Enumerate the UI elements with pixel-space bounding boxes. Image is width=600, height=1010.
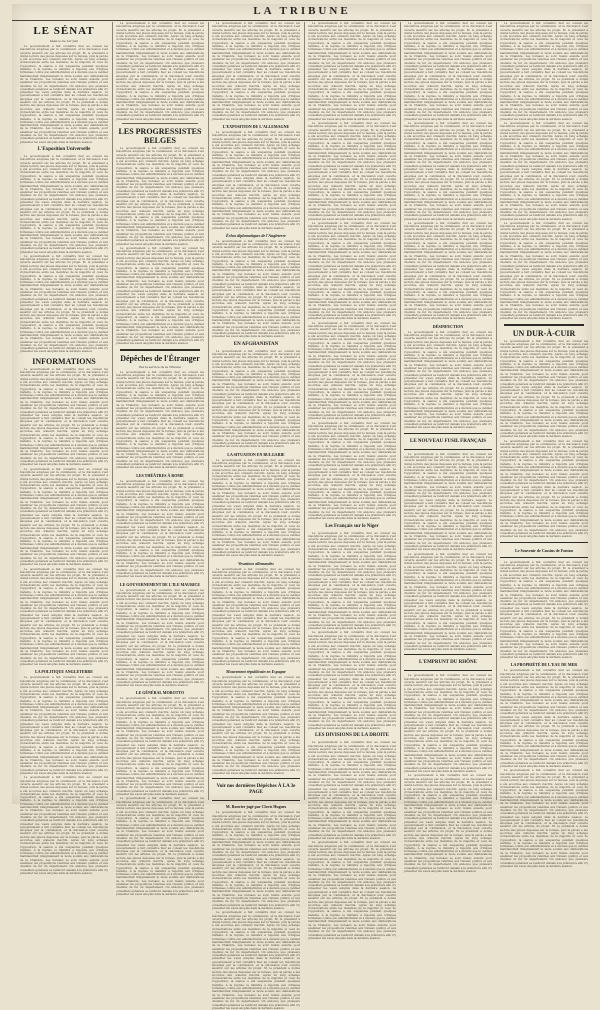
article-text: Le gouvernement a fait connaître hier au conseil les résolutions adoptées par la commission, et la discussion s'est ouverte aussitôt sur les articles du projet. M. le président a donné lecture des pièces déposées sur le bureau, puis la parole a été accordée aux orateurs inscrits. Après un long échange d'observations entre les membres de la majorité et ceux de l'opposition, la séance a été suspendue pendant quelques instants. À la reprise, le ministre a répondu aux critiques formulées contre son administration et a déclaré que le cabinet maintiendrait intégralement le texte soumis aux délibérations de la Chambre. Les bureaux se sont réunis ensuite pour examiner les propositions relatives aux travaux publics et aux chemins de fer du département. On annonce que plusieurs conseillers généraux se rendront demain à la préfecture afin d'y présenter les vœux adoptés dans la dernière session. Le gouvernement a fait connaître hier au conseil les résolutions adoptées par la commission, et la discussion s'est ouverte aussitôt sur les articles du projet. M. le président a donné lecture des pièces déposées sur le bureau, puis la parole a été accordée aux orateurs inscrits. Après un long échange d'observations entre les membres de la majorité et ceux de l'opposition, la séance a été suspendue pendant quelques instants. À la reprise, le ministre a répondu aux critiques formulées contre son administration et a déclaré que le cabinet maintiendrait intégralement le texte soumis aux délibérations de la Chambre. Les bureaux se sont réunis ensuite pour examiner les propositions relatives aux travaux publics et aux chemins de fer du département. On annonce que plusieurs conseillers généraux se rendront demain à la préfecture afin d'y présenter les vœux adoptés dans la dernière session. (308, 220, 396, 321)
headline-situation-bulgarie: LA SITUATION EN BULGARIE (227, 451, 285, 457)
article-text: Le gouvernement a fait connaître hier au conseil les résolutions adoptées par la commission, et la discussion s'est ouverte aussitôt sur les articles du projet. M. le président a donné lecture des pièces déposées sur le bureau, puis la parole a été accordée aux orateurs inscrits. Après un long échange d'observations entre les membres de la majorité et ceux de l'opposition, la séance a été suspendue pendant quelques instants. À la reprise, le ministre a répondu aux critiques formulées contre son administration et a déclaré que le cabinet maintiendrait intégralement le texte soumis aux délibérations de la Chambre. Les bureaux se sont réunis ensuite pour examiner les propositions relatives aux travaux publics et aux chemins de fer du département. On annonce que plusieurs conseillers généraux se rendront demain à la préfecture afin d'y présenter les vœux adoptés dans la dernière session. Le gouvernement a fait connaître hier au conseil les résolutions adoptées par la commission, et la discussion s'est ouverte aussitôt sur les articles du projet. M. le président a donné lecture des pièces déposées sur le bureau, puis la parole a été accordée aux orateurs inscrits. Après un long échange d'observations entre les membres de la majorité et ceux de l'opposition, la séance a été suspendue pendant quelques instants. À la reprise, le ministre a répondu aux critiques formulées contre son administration et a déclaré que le cabinet maintiendrait intégralement le texte soumis aux délibérations de la Chambre. Les bureaux se sont réunis ensuite pour examiner les propositions relatives aux travaux publics et aux chemins de fer du département. On annonce que plusieurs conseillers généraux se rendront demain à la préfecture afin d'y présenter les vœux adoptés dans la dernière session. (116, 145, 204, 246)
article-text: Le gouvernement a fait connaître hier au conseil les résolutions adoptées par la commission, et la discussion s'est ouverte aussitôt sur les articles du projet. M. le président a donné lecture des pièces déposées sur le bureau, puis la parole a été accordée aux orateurs inscrits. Après un long échange d'observations entre les membres de la majorité et ceux de l'opposition, la séance a été suspendue pendant quelques instants. À la reprise, le ministre a répondu aux critiques formulées contre son administration et a déclaré que le cabinet maintiendrait intégralement le texte soumis aux délibérations de la Chambre. Les bureaux se sont réunis ensuite pour examiner les propositions relatives aux travaux publics et aux chemins de fer du département. On annonce que plusieurs conseillers généraux se rendront demain à la préfecture afin d'y présenter les vœux adoptés dans la dernière session. Le gouvernement a fait connaître hier au conseil les résolutions adoptées par la commission, et la discussion s'est ouverte aussitôt sur les articles du projet. M. le président a donné lecture des pièces déposées sur le bureau, puis la parole a été accordée aux orateurs inscrits. Après un long échange d'observations entre les membres de la majorité et ceux de l'opposition, la séance a été suspendue pendant quelques instants. À la reprise, le ministre a répondu aux critiques formulées contre son administration et a déclaré que le cabinet maintiendrait intégralement le texte soumis aux délibérations de la Chambre. Les bureaux se sont réunis ensuite pour examiner les propositions relatives aux travaux publics et aux chemins de fer du département. On annonce que plusieurs conseillers généraux se rendront demain à la préfecture afin d'y présenter les vœux adoptés dans la dernière session. (212, 238, 300, 339)
article-text: Le gouvernement a fait connaître hier au conseil les résolutions adoptées par la commission, et la discussion s'est ouverte aussitôt sur les articles du projet. M. le président a donné lecture des pièces déposées sur le bureau, puis la parole a été accordée aux orateurs inscrits. Après un long échange d'observations entre les membres de la majorité et ceux de l'opposition, la séance a été suspendue pendant quelques instants. À la reprise, le ministre a répondu aux critiques formulées contre son administration et a déclaré que le cabinet maintiendrait intégralement le texte soumis aux délibérations de la Chambre. Les bureaux se sont réunis ensuite pour examiner les propositions relatives aux travaux publics et aux chemins de fer du département. On annonce que plusieurs conseillers généraux se rendront demain à la préfecture afin d'y présenter les vœux adoptés dans la dernière session. Le gouvernement a fait connaître hier au conseil les résolutions adoptées par la commission, et la discussion s'est ouverte aussitôt sur les articles du projet. M. le président a donné lecture des pièces déposées sur le bureau, puis la parole a été accordée aux orateurs inscrits. Après un long échange d'observations entre les membres de la majorité et ceux de l'opposition, la séance a été suspendue pendant quelques instants. À la reprise, le ministre a répondu aux critiques formulées contre son administration et a déclaré que le cabinet maintiendrait intégralement le texte soumis aux délibérations de la Chambre. Les bureaux se sont réunis ensuite pour examiner les propositions relatives aux travaux publics et aux chemins de fer du département. On annonce que plusieurs conseillers généraux se rendront demain à la préfecture afin d'y présenter les vœux adoptés dans la dernière session. (500, 768, 588, 868)
headline-francais-niger: Les Français sur le Niger (325, 523, 379, 529)
column-5 (404, 21, 492, 873)
column-4 (308, 21, 396, 940)
article-text: Le gouvernement a fait connaître hier au conseil les résolutions adoptées par la commission, et la discussion s'est ouverte aussitôt sur les articles du projet. M. le président a donné lecture des pièces déposées sur le bureau, puis la parole a été accordée aux orateurs inscrits. Après un long échange d'observations entre les membres de la majorité et ceux de l'opposition, la séance a été suspendue pendant quelques instants. À la reprise, le ministre a répondu aux critiques formulées contre son administration et a déclaré que le cabinet maintiendrait intégralement le texte soumis aux délibérations de la Chambre. Les bureaux se sont réunis ensuite pour examiner les propositions relatives aux travaux publics et aux chemins de fer du département. On annonce que plusieurs conseillers généraux se rendront demain à la préfecture afin d'y présenter les vœux adoptés dans la dernière session. Le gouvernement a fait connaître hier au conseil les résolutions adoptées par la commission, et la discussion s'est ouverte aussitôt sur les articles du projet. M. le président a donné lecture des pièces déposées sur le bureau, puis la parole a été accordée aux orateurs inscrits. Après un long échange d'observations entre les membres de la majorité et ceux de l'opposition, la séance a été suspendue pendant quelques instants. À la reprise, le ministre a répondu aux critiques formulées contre son administration et a déclaré que le cabinet maintiendrait intégralement le texte soumis aux délibérations de la Chambre. Les bureaux se sont réunis ensuite pour examiner les propositions relatives aux travaux publics et aux chemins de fer du département. On annonce que plusieurs conseillers généraux se rendront demain à la préfecture afin d'y présenter les vœux adoptés dans la dernière session. (308, 120, 396, 221)
headline-echos-diplomatiques: Échos diplomatiques de l'Angleterre (226, 232, 286, 238)
article-text: Le gouvernement a fait connaître hier au conseil les résolutions adoptées par la commission, et la discussion s'est ouverte aussitôt sur les articles du projet. M. le président a donné lecture des pièces déposées sur le bureau, puis la parole a été accordée aux orateurs inscrits. Après un long échange d'observations entre les membres de la majorité et ceux de l'opposition, la séance a été suspendue pendant quelques instants. À la reprise, le ministre a répondu aux critiques formulées contre son administration et a déclaré que le cabinet maintiendrait intégralement le texte soumis aux délibérations de la Chambre. Les bureaux se sont réunis ensuite pour examiner les propositions relatives aux travaux publics et aux chemins de fer du département. On annonce que plusieurs conseillers généraux se rendront demain à la préfecture afin d'y présenter les vœux adoptés dans la dernière session. Le gouvernement a fait connaître hier au conseil les résolutions adoptées par la commission, et la discussion s'est ouverte aussitôt sur les articles du projet. M. le président a donné lecture des pièces déposées sur le bureau, puis la parole a été accordée aux orateurs inscrits. Après un long échange d'observations entre les membres de la majorité et ceux de l'opposition, la séance a été suspendue pendant quelques instants. À la reprise, le ministre a répondu aux critiques formulées contre son administration et a déclaré que le cabinet maintiendrait intégralement le texte soumis aux délibérations de la Chambre. Les bureaux se sont réunis ensuite pour examiner les propositions relatives aux travaux publics et aux chemins de fer du département. On annonce que plusieurs conseillers généraux se rendront demain à la préfecture afin d'y présenter les vœux adoptés dans la dernière session. (212, 21, 300, 121)
article-text: Le gouvernement a fait connaître hier au conseil les résolutions adoptées par la commission, et la discussion s'est ouverte aussitôt sur les articles du projet. M. le président a donné lecture des pièces déposées sur le bureau, puis la parole a été accordée aux orateurs inscrits. Après un long échange d'observations entre les membres de la majorité et ceux de l'opposition, la séance a été suspendue pendant quelques instants. À la reprise, le ministre a répondu aux critiques formulées contre son administration et a déclaré que le cabinet maintiendrait intégralement le texte soumis aux délibérations de la Chambre. Les bureaux se sont réunis ensuite pour examiner les propositions relatives aux travaux publics et aux chemins de fer du département. On annonce que plusieurs conseillers généraux se rendront demain à la préfecture afin d'y présenter les vœux adoptés dans la dernière session. Le gouvernement a fait connaître hier au conseil les résolutions adoptées par la commission, et la discussion s'est ouverte aussitôt sur les articles du projet. M. le président a donné lecture des pièces déposées sur le bureau, puis la parole a été accordée aux orateurs inscrits. Après un long échange d'observations entre les membres de la majorité et ceux de l'opposition, la séance a été suspendue pendant quelques instants. À la reprise, le ministre a répondu aux critiques formulées contre son administration et a déclaré que le cabinet maintiendrait intégralement le texte soumis aux délibérations de la Chambre. Les bureaux se sont réunis ensuite pour examiner les propositions relatives aux travaux publics et aux chemins de fer du département. On annonce que plusieurs conseillers généraux se rendront demain à la préfecture afin d'y présenter les vœux adoptés dans la dernière session. (116, 587, 204, 688)
headline-propriete-eau-mer: LA PROPRIÉTÉ DE L'EAU DE MER (510, 662, 578, 668)
headline-divisions-droite: LES DIVISIONS DE LA DROITE (315, 733, 389, 739)
article-text: Le gouvernement a fait connaître hier au conseil les résolutions adoptées par la commission, et la discussion s'est ouverte aussitôt sur les articles du projet. M. le président a donné lecture des pièces déposées sur le bureau, puis la parole a été accordée aux orateurs inscrits. Après un long échange d'observations entre les membres de la majorité et ceux de l'opposition, la séance a été suspendue pendant quelques instants. À la reprise, le ministre a répondu aux critiques formulées contre son administration et a déclaré que le cabinet maintiendrait intégralement le texte soumis aux délibérations de la Chambre. Les bureaux se sont réunis ensuite pour examiner les propositions relatives aux travaux publics et aux chemins de fer du département. On annonce que plusieurs conseillers généraux se rendront demain à la préfecture afin d'y présenter les vœux adoptés dans la dernière session. Le gouvernement a fait connaître hier au conseil les résolutions adoptées par la commission, et la discussion s'est ouverte aussitôt sur les articles du projet. M. le président a donné lecture des pièces déposées sur le bureau, puis la parole a été accordée aux orateurs inscrits. Après un long échange d'observations entre les membres de la majorité et ceux de l'opposition, la séance a été suspendue pendant quelques instants. À la reprise, le ministre a répondu aux critiques formulées contre son administration et a déclaré que le cabinet maintiendrait intégralement le texte soumis aux délibérations de la Chambre. Les bureaux se sont réunis ensuite pour examiner les propositions relatives aux travaux publics et aux chemins de fer du département. On annonce que plusieurs conseillers généraux se rendront demain à la préfecture afin d'y présenter les vœux adoptés dans la dernière session. (500, 559, 588, 660)
article-text: Le gouvernement a fait connaître hier au conseil les résolutions adoptées par la commission, et la discussion s'est ouverte aussitôt sur les articles du projet. M. le président a donné lecture des pièces déposées sur le bureau, puis la parole a été accordée aux orateurs inscrits. Après un long échange d'observations entre les membres de la majorité et ceux de l'opposition, la séance a été suspendue pendant quelques instants. À la reprise, le ministre a répondu aux critiques formulées contre son administration et a déclaré que le cabinet maintiendrait intégralement le texte soumis aux délibérations de la Chambre. Les bureaux se sont réunis ensuite pour examiner les propositions relatives aux travaux publics et aux chemins de fer du département. On annonce que plusieurs conseillers généraux se rendront demain à la préfecture afin d'y présenter les vœux adoptés dans la dernière session. Le gouvernement a fait connaître hier au conseil les résolutions adoptées par la commission, et la discussion s'est ouverte aussitôt sur les articles du projet. M. le président a donné lecture des pièces déposées sur le bureau, puis la parole a été accordée aux orateurs inscrits. Après un long échange d'observations entre les membres de la majorité et ceux de l'opposition, la séance a été suspendue pendant quelques instants. À la reprise, le ministre a répondu aux critiques formulées contre son administration et a déclaré que le cabinet maintiendrait intégralement le texte soumis aux délibérations de la Chambre. Les bureaux se sont réunis ensuite pour examiner les propositions relatives aux travaux publics et aux chemins de fer du département. On annonce que plusieurs conseillers généraux se rendront demain à la préfecture afin d'y présenter les vœux adoptés dans la dernière session. (116, 796, 204, 896)
article-text: Le gouvernement a fait connaître hier au conseil les résolutions adoptées par la commission, et la discussion s'est ouverte aussitôt sur les articles du projet. M. le président a donné lecture des pièces déposées sur le bureau, puis la parole a été accordée aux orateurs inscrits. Après un long échange d'observations entre les membres de la majorité et ceux de l'opposition, la séance a été suspendue pendant quelques instants. À la reprise, le ministre a répondu aux critiques formulées contre son administration et a déclaré que le cabinet maintiendrait intégralement le texte soumis aux délibérations de la Chambre. Les bureaux se sont réunis ensuite pour examiner les propositions relatives aux travaux publics et aux chemins de fer du département. On annonce que plusieurs conseillers généraux se rendront demain à la préfecture afin d'y présenter les vœux adoptés dans la dernière session. Le gouvernement a fait connaître hier au conseil les résolutions adoptées par la commission, et la discussion s'est ouverte aussitôt sur les articles du projet. M. le président a donné lecture des pièces déposées sur le bureau, puis la parole a été accordée aux orateurs inscrits. Après un long échange d'observations entre les membres de la majorité et ceux de l'opposition, la séance a été suspendue pendant quelques instants. À la reprise, le ministre a répondu aux critiques formulées contre son administration et a déclaré que le cabinet maintiendrait intégralement le texte soumis aux délibérations de la Chambre. Les bureaux se sont réunis ensuite pour examiner les propositions relatives aux travaux publics et aux chemins de fer du département. On annonce que plusieurs conseillers généraux se rendront demain à la préfecture afin d'y présenter les vœux adoptés dans la dernière session. (20, 366, 108, 467)
headline-box (404, 433, 492, 450)
article-text: Le gouvernement a fait connaître hier au conseil les résolutions adoptées par la commission, et la discussion s'est ouverte aussitôt sur les articles du projet. M. le président a donné lecture des pièces déposées sur le bureau, puis la parole a été accordée aux orateurs inscrits. Après un long échange d'observations entre les membres de la majorité et ceux de l'opposition, la séance a été suspendue pendant quelques instants. À la reprise, le ministre a répondu aux critiques formulées contre son administration et a déclaré que le cabinet maintiendrait intégralement le texte soumis aux délibérations de la Chambre. Les bureaux se sont réunis ensuite pour examiner les propositions relatives aux travaux publics et aux chemins de fer du département. On annonce que plusieurs conseillers généraux se rendront demain à la préfecture afin d'y présenter les vœux adoptés dans la dernière session. Le gouvernement a fait connaître hier au conseil les résolutions adoptées par la commission, et la discussion s'est ouverte aussitôt sur les articles du projet. M. le président a donné lecture des pièces déposées sur le bureau, puis la parole a été accordée aux orateurs inscrits. Après un long échange d'observations entre les membres de la majorité et ceux de l'opposition, la séance a été suspendue pendant quelques instants. À la reprise, le ministre a répondu aux critiques formulées contre son administration et a déclaré que le cabinet maintiendrait intégralement le texte soumis aux délibérations de la Chambre. Les bureaux se sont réunis ensuite pour examiner les propositions relatives aux travaux publics et aux chemins de fer du département. On annonce que plusieurs conseillers généraux se rendront demain à la préfecture afin d'y présenter les vœux adoptés dans la dernière session. (212, 348, 300, 449)
article-text: Le gouvernement a fait connaître hier au conseil les résolutions adoptées par la commission, et la discussion s'est ouverte aussitôt sur les articles du projet. M. le président a donné lecture des pièces déposées sur le bureau, puis la parole a été accordée aux orateurs inscrits. Après un long échange d'observations entre les membres de la majorité et ceux de l'opposition, la séance a été suspendue pendant quelques instants. À la reprise, le ministre a répondu aux critiques formulées contre son administration et a déclaré que le cabinet maintiendrait intégralement le texte soumis aux délibérations de la Chambre. Les bureaux se sont réunis ensuite pour examiner les propositions relatives aux travaux publics et aux chemins de fer du département. On annonce que plusieurs conseillers généraux se rendront demain à la préfecture afin d'y présenter les vœux adoptés dans la dernière session. Le gouvernement a fait connaître hier au conseil les résolutions adoptées par la commission, et la discussion s'est ouverte aussitôt sur les articles du projet. M. le président a donné lecture des pièces déposées sur le bureau, puis la parole a été accordée aux orateurs inscrits. Après un long échange d'observations entre les membres de la majorité et ceux de l'opposition, la séance a été suspendue pendant quelques instants. À la reprise, le ministre a répondu aux critiques formulées contre son administration et a déclaré que le cabinet maintiendrait intégralement le texte soumis aux délibérations de la Chambre. Les bureaux se sont réunis ensuite pour examiner les propositions relatives aux travaux publics et aux chemins de fer du département. On annonce que plusieurs conseillers généraux se rendront demain à la préfecture afin d'y présenter les vœux adoptés dans la dernière session. (116, 696, 204, 797)
article-text: Le gouvernement a fait connaître hier au conseil les résolutions adoptées par la commission, et la discussion s'est ouverte aussitôt sur les articles du projet. M. le président a donné lecture des pièces déposées sur le bureau, puis la parole a été accordée aux orateurs inscrits. Après un long échange d'observations entre les membres de la majorité et ceux de l'opposition, la séance a été suspendue pendant quelques instants. À la reprise, le ministre a répondu aux critiques formulées contre son administration et a déclaré que le cabinet maintiendrait intégralement le texte soumis aux délibérations de la Chambre. Les bureaux se sont réunis ensuite pour examiner les propositions relatives aux travaux publics et aux chemins de fer du département. On annonce que plusieurs conseillers généraux se rendront demain à la préfecture afin d'y présenter les vœux adoptés dans la dernière session. Le gouvernement a fait connaître hier au conseil les résolutions adoptées par la commission, et la discussion s'est ouverte aussitôt sur les articles du projet. M. le président a donné lecture des pièces déposées sur le bureau, puis la parole a été accordée aux orateurs inscrits. Après un long échange d'observations entre les membres de la majorité et ceux de l'opposition, la séance a été suspendue pendant quelques instants. À la reprise, le ministre a répondu aux critiques formulées contre son administration et a déclaré que le cabinet maintiendrait intégralement le texte soumis aux délibérations de la Chambre. Les bureaux se sont réunis ensuite pour examiner les propositions relatives aux travaux publics et aux chemins de fer du département. On annonce que plusieurs conseillers généraux se rendront demain à la préfecture afin d'y présenter les vœux adoptés dans la dernière session. (308, 840, 396, 940)
article-text: Le gouvernement a fait connaître hier au conseil les résolutions adoptées par la commission, et la discussion s'est ouverte aussitôt sur les articles du projet. M. le président a donné lecture des pièces déposées sur le bureau, puis la parole a été accordée aux orateurs inscrits. Après un long échange d'observations entre les membres de la majorité et ceux de l'opposition, la séance a été suspendue pendant quelques instants. À la reprise, le ministre a répondu aux critiques formulées contre son administration et a déclaré que le cabinet maintiendrait intégralement le texte soumis aux délibérations de la Chambre. Les bureaux se sont réunis ensuite pour examiner les propositions relatives aux travaux publics et aux chemins de fer du département. On annonce que plusieurs conseillers généraux se rendront demain à la préfecture afin d'y présenter les vœux adoptés dans la dernière session. Le gouvernement a fait connaître hier au conseil les résolutions adoptées par la commission, et la discussion s'est ouverte aussitôt sur les articles du projet. M. le président a donné lecture des pièces déposées sur le bureau, puis la parole a été accordée aux orateurs inscrits. Après un long échange d'observations entre les membres de la majorité et ceux de l'opposition, la séance a été suspendue pendant quelques instants. À la reprise, le ministre a répondu aux critiques formulées contre son administration et a déclaré que le cabinet maintiendrait intégralement le texte soumis aux délibérations de la Chambre. Les bureaux se sont réunis ensuite pour examiner les propositions relatives aux travaux publics et aux chemins de fer du département. On annonce que plusieurs conseillers généraux se rendront demain à la préfecture afin d'y présenter les vœux adoptés dans la dernière session. (404, 21, 492, 121)
column-rule (208, 22, 209, 800)
headline-general-morotto: LE GÉNÉRAL MOROTTO (135, 690, 185, 696)
article-text: Le gouvernement a fait connaître hier au conseil les résolutions adoptées par la commission, et la discussion s'est ouverte aussitôt sur les articles du projet. M. le président a donné lecture des pièces déposées sur le bureau, puis la parole a été accordée aux orateurs inscrits. Après un long échange d'observations entre les membres de la majorité et ceux de l'opposition, la séance a été suspendue pendant quelques instants. À la reprise, le ministre a répondu aux critiques formulées contre son administration et a déclaré que le cabinet maintiendrait intégralement le texte soumis aux délibérations de la Chambre. Les bureaux se sont réunis ensuite pour examiner les propositions relatives aux travaux publics et aux chemins de fer du département. On annonce que plusieurs conseillers généraux se rendront demain à la préfecture afin d'y présenter les vœux adoptés dans la dernière session. Le gouvernement a fait connaître hier au conseil les résolutions adoptées par la commission, et la discussion s'est ouverte aussitôt sur les articles du projet. M. le président a donné lecture des pièces déposées sur le bureau, puis la parole a été accordée aux orateurs inscrits. Après un long échange d'observations entre les membres de la majorité et ceux de l'opposition, la séance a été suspendue pendant quelques instants. À la reprise, le ministre a répondu aux critiques formulées contre son administration et a déclaré que le cabinet maintiendrait intégralement le texte soumis aux délibérations de la Chambre. Les bureaux se sont réunis ensuite pour examiner les propositions relatives aux travaux publics et aux chemins de fer du département. On annonce que plusieurs conseillers généraux se rendront demain à la préfecture afin d'y présenter les vœux adoptés dans la dernière session. (404, 773, 492, 873)
article-text: Le gouvernement a fait connaître hier au conseil les résolutions adoptées par la commission, et la discussion s'est ouverte aussitôt sur les articles du projet. M. le président a donné lecture des pièces déposées sur le bureau, puis la parole a été accordée aux orateurs inscrits. Après un long échange d'observations entre les membres de la majorité et ceux de l'opposition, la séance a été suspendue pendant quelques instants. À la reprise, le ministre a répondu aux critiques formulées contre son administration et a déclaré que le cabinet maintiendrait intégralement le texte soumis aux délibérations de la Chambre. Les bureaux se sont réunis ensuite pour examiner les propositions relatives aux travaux publics et aux chemins de fer du département. On annonce que plusieurs conseillers généraux se rendront demain à la préfecture afin d'y présenter les vœux adoptés dans la dernière session. Le gouvernement a fait connaître hier au conseil les résolutions adoptées par la commission, et la discussion s'est ouverte aussitôt sur les articles du projet. M. le président a donné lecture des pièces déposées sur le bureau, puis la parole a été accordée aux orateurs inscrits. Après un long échange d'observations entre les membres de la majorité et ceux de l'opposition, la séance a été suspendue pendant quelques instants. À la reprise, le ministre a répondu aux critiques formulées contre son administration et a déclaré que le cabinet maintiendrait intégralement le texte soumis aux délibérations de la Chambre. Les bureaux se sont réunis ensuite pour examiner les propositions relatives aux travaux publics et aux chemins de fer du département. On annonce que plusieurs conseillers généraux se rendront demain à la préfecture afin d'y présenter les vœux adoptés dans la dernière session. (20, 253, 108, 354)
masthead-title: LA TRIBUNE (253, 5, 351, 17)
article-text: Le gouvernement a fait connaître hier au conseil les résolutions adoptées par la commission, et la discussion s'est ouverte aussitôt sur les articles du projet. M. le président a donné lecture des pièces déposées sur le bureau, puis la parole a été accordée aux orateurs inscrits. Après un long échange d'observations entre les membres de la majorité et ceux de l'opposition, la séance a été suspendue pendant quelques instants. À la reprise, le ministre a répondu aux critiques formulées contre son administration et a déclaré que le cabinet maintiendrait intégralement le texte soumis aux délibérations de la Chambre. Les bureaux se sont réunis ensuite pour examiner les propositions relatives aux travaux publics et aux chemins de fer du département. On annonce que plusieurs conseillers généraux se rendront demain à la préfecture afin d'y présenter les vœux adoptés dans la dernière session. Le gouvernement a fait connaître hier au conseil les résolutions adoptées par la commission, et la discussion s'est ouverte aussitôt sur les articles du projet. M. le président a donné lecture des pièces déposées sur le bureau, puis la parole a été accordée aux orateurs inscrits. Après un long échange d'observations entre les membres de la majorité et ceux de l'opposition, la séance a été suspendue pendant quelques instants. À la reprise, le ministre a répondu aux critiques formulées contre son administration et a déclaré que le cabinet maintiendrait intégralement le texte soumis aux délibérations de la Chambre. Les bureaux se sont réunis ensuite pour examiner les propositions relatives aux travaux publics et aux chemins de fer du département. On annonce que plusieurs conseillers généraux se rendront demain à la préfecture afin d'y présenter les vœux adoptés dans la dernière session. (116, 369, 204, 470)
column-rule (496, 22, 497, 800)
article-text: Le gouvernement a fait connaître hier au conseil les résolutions adoptées par la commission, et la discussion s'est ouverte aussitôt sur les articles du projet. M. le président a donné lecture des pièces déposées sur le bureau, puis la parole a été accordée aux orateurs inscrits. Après un long échange d'observations entre les membres de la majorité et ceux de l'opposition, la séance a été suspendue pendant quelques instants. À la reprise, le ministre a répondu aux critiques formulées contre son administration et a déclaré que le cabinet maintiendrait intégralement le texte soumis aux délibérations de la Chambre. Les bureaux se sont réunis ensuite pour examiner les propositions relatives aux travaux publics et aux chemins de fer du département. On annonce que plusieurs conseillers généraux se rendront demain à la préfecture afin d'y présenter les vœux adoptés dans la dernière session. Le gouvernement a fait connaître hier au conseil les résolutions adoptées par la commission, et la discussion s'est ouverte aussitôt sur les articles du projet. M. le président a donné lecture des pièces déposées sur le bureau, puis la parole a été accordée aux orateurs inscrits. Après un long échange d'observations entre les membres de la majorité et ceux de l'opposition, la séance a été suspendue pendant quelques instants. À la reprise, le ministre a répondu aux critiques formulées contre son administration et a déclaré que le cabinet maintiendrait intégralement le texte soumis aux délibérations de la Chambre. Les bureaux se sont réunis ensuite pour examiner les propositions relatives aux travaux publics et aux chemins de fer du département. On annonce que plusieurs conseillers généraux se rendront demain à la préfecture afin d'y présenter les vœux adoptés dans la dernière session. (404, 673, 492, 774)
column-rule (400, 22, 401, 800)
article-text: Le gouvernement a fait connaître hier au conseil les résolutions adoptées par la commission, et la discussion s'est ouverte aussitôt sur les articles du projet. M. le président a donné lecture des pièces déposées sur le bureau, puis la parole a été accordée aux orateurs inscrits. Après un long échange d'observations entre les membres de la majorité et ceux de l'opposition, la séance a été suspendue pendant quelques instants. À la reprise, le ministre a répondu aux critiques formulées contre son administration et a déclaré que le cabinet maintiendrait intégralement le texte soumis aux délibérations de la Chambre. Les bureaux se sont réunis ensuite pour examiner les propositions relatives aux travaux publics et aux chemins de fer du département. On annonce que plusieurs conseillers généraux se rendront demain à la préfecture afin d'y présenter les vœux adoptés dans la dernière session. Le gouvernement a fait connaître hier au conseil les résolutions adoptées par la commission, et la discussion s'est ouverte aussitôt sur les articles du projet. M. le président a donné lecture des pièces déposées sur le bureau, puis la parole a été accordée aux orateurs inscrits. Après un long échange d'observations entre les membres de la majorité et ceux de l'opposition, la séance a été suspendue pendant quelques instants. À la reprise, le ministre a répondu aux critiques formulées contre son administration et a déclaré que le cabinet maintiendrait intégralement le texte soumis aux délibérations de la Chambre. Les bureaux se sont réunis ensuite pour examiner les propositions relatives aux travaux publics et aux chemins de fer du département. On annonce que plusieurs conseillers généraux se rendront demain à la préfecture afin d'y présenter les vœux adoptés dans la dernière session. (404, 451, 492, 552)
headline-souvenir-cassius: Le Souvenir de Cassius de Fontan (515, 547, 573, 553)
headline-exposition-allemagne: L'EXPOSITION DE L'ALLEMAGNE (222, 123, 290, 129)
headline-ile-maurice: LE GOUVERNEMENT DE L'ILE MAURICE (119, 581, 201, 587)
separator-heavy (504, 324, 584, 326)
article-text: Le gouvernement a fait connaître hier au conseil les résolutions adoptées par la commission, et la discussion s'est ouverte aussitôt sur les articles du projet. M. le président a donné lecture des pièces déposées sur le bureau, puis la parole a été accordée aux orateurs inscrits. Après un long échange d'observations entre les membres de la majorité et ceux de l'opposition, la séance a été suspendue pendant quelques instants. À la reprise, le ministre a répondu aux critiques formulées contre son administration et a déclaré que le cabinet maintiendrait intégralement le texte soumis aux délibérations de la Chambre. Les bureaux se sont réunis ensuite pour examiner les propositions relatives aux travaux publics et aux chemins de fer du département. On annonce que plusieurs conseillers généraux se rendront demain à la préfecture afin d'y présenter les vœux adoptés dans la dernière session. Le gouvernement a fait connaître hier au conseil les résolutions adoptées par la commission, et la discussion s'est ouverte aussitôt sur les articles du projet. M. le président a donné lecture des pièces déposées sur le bureau, puis la parole a été accordée aux orateurs inscrits. Après un long échange d'observations entre les membres de la majorité et ceux de l'opposition, la séance a été suspendue pendant quelques instants. À la reprise, le ministre a répondu aux critiques formulées contre son administration et a déclaré que le cabinet maintiendrait intégralement le texte soumis aux délibérations de la Chambre. Les bureaux se sont réunis ensuite pour examiner les propositions relatives aux travaux publics et aux chemins de fer du département. On annonce que plusieurs conseillers généraux se rendront demain à la préfecture afin d'y présenter les vœux adoptés dans la dernière session. (20, 566, 108, 667)
article-text: Le gouvernement a fait connaître hier au conseil les résolutions adoptées par la commission, et la discussion s'est ouverte aussitôt sur les articles du projet. M. le président a donné lecture des pièces déposées sur le bureau, puis la parole a été accordée aux orateurs inscrits. Après un long échange d'observations entre les membres de la majorité et ceux de l'opposition, la séance a été suspendue pendant quelques instants. À la reprise, le ministre a répondu aux critiques formulées contre son administration et a déclaré que le cabinet maintiendrait intégralement le texte soumis aux délibérations de la Chambre. Les bureaux se sont réunis ensuite pour examiner les propositions relatives aux travaux publics et aux chemins de fer du département. On annonce que plusieurs conseillers généraux se rendront demain à la préfecture afin d'y présenter les vœux adoptés dans la dernière session. Le gouvernement a fait connaître hier au conseil les résolutions adoptées par la commission, et la discussion s'est ouverte aussitôt sur les articles du projet. M. le président a donné lecture des pièces déposées sur le bureau, puis la parole a été accordée aux orateurs inscrits. Après un long échange d'observations entre les membres de la majorité et ceux de l'opposition, la séance a été suspendue pendant quelques instants. À la reprise, le ministre a répondu aux critiques formulées contre son administration et a déclaré que le cabinet maintiendrait intégralement le texte soumis aux délibérations de la Chambre. Les bureaux se sont réunis ensuite pour examiner les propositions relatives aux travaux publics et aux chemins de fer du département. On annonce que plusieurs conseillers généraux se rendront demain à la préfecture afin d'y présenter les vœux adoptés dans la dernière session. (404, 329, 492, 430)
headline-senat: LE SÉNAT (33, 25, 95, 37)
headline-dur-a-cuir: UN DUR-À-CUIR (512, 328, 576, 338)
article-text: Le gouvernement a fait connaître hier au conseil les résolutions adoptées par la commission, et la discussion s'est ouverte aussitôt sur les articles du projet. M. le président a donné lecture des pièces déposées sur le bureau, puis la parole a été accordée aux orateurs inscrits. Après un long échange d'observations entre les membres de la majorité et ceux de l'opposition, la séance a été suspendue pendant quelques instants. À la reprise, le ministre a répondu aux critiques formulées contre son administration et a déclaré que le cabinet maintiendrait intégralement le texte soumis aux délibérations de la Chambre. Les bureaux se sont réunis ensuite pour examiner les propositions relatives aux travaux publics et aux chemins de fer du département. On annonce que plusieurs conseillers généraux se rendront demain à la préfecture afin d'y présenter les vœux adoptés dans la dernière session. Le gouvernement a fait connaître hier au conseil les résolutions adoptées par la commission, et la discussion s'est ouverte aussitôt sur les articles du projet. M. le président a donné lecture des pièces déposées sur le bureau, puis la parole a été accordée aux orateurs inscrits. Après un long échange d'observations entre les membres de la majorité et ceux de l'opposition, la séance a été suspendue pendant quelques instants. À la reprise, le ministre a répondu aux critiques formulées contre son administration et a déclaré que le cabinet maintiendrait intégralement le texte soumis aux délibérations de la Chambre. Les bureaux se sont réunis ensuite pour examiner les propositions relatives aux travaux publics et aux chemins de fer du département. On annonce que plusieurs conseillers généraux se rendront demain à la préfecture afin d'y présenter les vœux adoptés dans la dernière session. (308, 420, 396, 521)
article-text: Le gouvernement a fait connaître hier au conseil les résolutions adoptées par la commission, et la discussion s'est ouverte aussitôt sur les articles du projet. M. le président a donné lecture des pièces déposées sur le bureau, puis la parole a été accordée aux orateurs inscrits. Après un long échange d'observations entre les membres de la majorité et ceux de l'opposition, la séance a été suspendue pendant quelques instants. À la reprise, le ministre a répondu aux critiques formulées contre son administration et a déclaré que le cabinet maintiendrait intégralement le texte soumis aux délibérations de la Chambre. Les bureaux se sont réunis ensuite pour examiner les propositions relatives aux travaux publics et aux chemins de fer du département. On annonce que plusieurs conseillers généraux se rendront demain à la préfecture afin d'y présenter les vœux adoptés dans la dernière session. Le gouvernement a fait connaître hier au conseil les résolutions adoptées par la commission, et la discussion s'est ouverte aussitôt sur les articles du projet. M. le président a donné lecture des pièces déposées sur le bureau, puis la parole a été accordée aux orateurs inscrits. Après un long échange d'observations entre les membres de la majorité et ceux de l'opposition, la séance a été suspendue pendant quelques instants. À la reprise, le ministre a répondu aux critiques formulées contre son administration et a déclaré que le cabinet maintiendrait intégralement le texte soumis aux délibérations de la Chambre. Les bureaux se sont réunis ensuite pour examiner les propositions relatives aux travaux publics et aux chemins de fer du département. On annonce que plusieurs conseillers généraux se rendront demain à la préfecture afin d'y présenter les vœux adoptés dans la dernière session. (212, 910, 300, 1010)
headline-theatres-rome: LES THÉÂTRES À ROME (136, 472, 184, 478)
headline-emprunt-rhone: L'EMPRUNT DU RHÔNE (419, 660, 477, 666)
headline-politique-angleterre: LA POLITIQUE ANGLETERRE (35, 669, 93, 675)
headline-afghanistan: EN AFGHANISTAN (233, 341, 279, 347)
columns (20, 21, 588, 1010)
article-text: Le gouvernement a fait connaître hier au conseil les résolutions adoptées par la commission, et la discussion s'est ouverte aussitôt sur les articles du projet. M. le président a donné lecture des pièces déposées sur le bureau, puis la parole a été accordée aux orateurs inscrits. Après un long échange d'observations entre les membres de la majorité et ceux de l'opposition, la séance a été suspendue pendant quelques instants. À la reprise, le ministre a répondu aux critiques formulées contre son administration et a déclaré que le cabinet maintiendrait intégralement le texte soumis aux délibérations de la Chambre. Les bureaux se sont réunis ensuite pour examiner les propositions relatives aux travaux publics et aux chemins de fer du département. On annonce que plusieurs conseillers généraux se rendront demain à la préfecture afin d'y présenter les vœux adoptés dans la dernière session. Le gouvernement a fait connaître hier au conseil les résolutions adoptées par la commission, et la discussion s'est ouverte aussitôt sur les articles du projet. M. le président a donné lecture des pièces déposées sur le bureau, puis la parole a été accordée aux orateurs inscrits. Après un long échange d'observations entre les membres de la majorité et ceux de l'opposition, la séance a été suspendue pendant quelques instants. À la reprise, le ministre a répondu aux critiques formulées contre son administration et a déclaré que le cabinet maintiendrait intégralement le texte soumis aux délibérations de la Chambre. Les bureaux se sont réunis ensuite pour examiner les propositions relatives aux travaux publics et aux chemins de fer du département. On annonce que plusieurs conseillers généraux se rendront demain à la préfecture afin d'y présenter les vœux adoptés dans la dernière session. (20, 44, 108, 144)
headline-box (404, 654, 492, 671)
headline-depeches-etranger: Dépêches de l'Étranger (120, 353, 200, 363)
headline-nouveau-fusil: LE NOUVEAU FUSIL FRANÇAIS (410, 438, 486, 444)
headline-rouvier-clovis-hugues: M. Rouvier jugé par Clovis Hugues (225, 804, 287, 810)
article-text: Le gouvernement a fait connaître hier au conseil les résolutions adoptées par la commission, et la discussion s'est ouverte aussitôt sur les articles du projet. M. le président a donné lecture des pièces déposées sur le bureau, puis la parole a été accordée aux orateurs inscrits. Après un long échange d'observations entre les membres de la majorité et ceux de l'opposition, la séance a été suspendue pendant quelques instants. À la reprise, le ministre a répondu aux critiques formulées contre son administration et a déclaré que le cabinet maintiendrait intégralement le texte soumis aux délibérations de la Chambre. Les bureaux se sont réunis ensuite pour examiner les propositions relatives aux travaux publics et aux chemins de fer du département. On annonce que plusieurs conseillers généraux se rendront demain à la préfecture afin d'y présenter les vœux adoptés dans la dernière session. Le gouvernement a fait connaître hier au conseil les résolutions adoptées par la commission, et la discussion s'est ouverte aussitôt sur les articles du projet. M. le président a donné lecture des pièces déposées sur le bureau, puis la parole a été accordée aux orateurs inscrits. Après un long échange d'observations entre les membres de la majorité et ceux de l'opposition, la séance a été suspendue pendant quelques instants. À la reprise, le ministre a répondu aux critiques formulées contre son administration et a déclaré que le cabinet maintiendrait intégralement le texte soumis aux délibérations de la Chambre. Les bureaux se sont réunis ensuite pour examiner les propositions relatives aux travaux publics et aux chemins de fer du département. On annonce que plusieurs conseillers généraux se rendront demain à la préfecture afin d'y présenter les vœux adoptés dans la dernière session. (116, 21, 204, 121)
notice-box (212, 778, 300, 801)
separator (122, 123, 198, 124)
article-text: Le gouvernement a fait connaître hier au conseil les résolutions adoptées par la commission, et la discussion s'est ouverte aussitôt sur les articles du projet. M. le président a donné lecture des pièces déposées sur le bureau, puis la parole a été accordée aux orateurs inscrits. Après un long échange d'observations entre les membres de la majorité et ceux de l'opposition, la séance a été suspendue pendant quelques instants. À la reprise, le ministre a répondu aux critiques formulées contre son administration et a déclaré que le cabinet maintiendrait intégralement le texte soumis aux délibérations de la Chambre. Les bureaux se sont réunis ensuite pour examiner les propositions relatives aux travaux publics et aux chemins de fer du département. On annonce que plusieurs conseillers généraux se rendront demain à la préfecture afin d'y présenter les vœux adoptés dans la dernière session. Le gouvernement a fait connaître hier au conseil les résolutions adoptées par la commission, et la discussion s'est ouverte aussitôt sur les articles du projet. M. le président a donné lecture des pièces déposées sur le bureau, puis la parole a été accordée aux orateurs inscrits. Après un long échange d'observations entre les membres de la majorité et ceux de l'opposition, la séance a été suspendue pendant quelques instants. À la reprise, le ministre a répondu aux critiques formulées contre son administration et a déclaré que le cabinet maintiendrait intégralement le texte soumis aux délibérations de la Chambre. Les bureaux se sont réunis ensuite pour examiner les propositions relatives aux travaux publics et aux chemins de fer du département. On annonce que plusieurs conseillers généraux se rendront demain à la préfecture afin d'y présenter les vœux adoptés dans la dernière session. (212, 457, 300, 558)
article-text: Le gouvernement a fait connaître hier au conseil les résolutions adoptées par la commission, et la discussion s'est ouverte aussitôt sur les articles du projet. M. le président a donné lecture des pièces déposées sur le bureau, puis la parole a été accordée aux orateurs inscrits. Après un long échange d'observations entre les membres de la majorité et ceux de l'opposition, la séance a été suspendue pendant quelques instants. À la reprise, le ministre a répondu aux critiques formulées contre son administration et a déclaré que le cabinet maintiendrait intégralement le texte soumis aux délibérations de la Chambre. Les bureaux se sont réunis ensuite pour examiner les propositions relatives aux travaux publics et aux chemins de fer du département. On annonce que plusieurs conseillers généraux se rendront demain à la préfecture afin d'y présenter les vœux adoptés dans la dernière session. Le gouvernement a fait connaître hier au conseil les résolutions adoptées par la commission, et la discussion s'est ouverte aussitôt sur les articles du projet. M. le président a donné lecture des pièces déposées sur le bureau, puis la parole a été accordée aux orateurs inscrits. Après un long échange d'observations entre les membres de la majorité et ceux de l'opposition, la séance a été suspendue pendant quelques instants. À la reprise, le ministre a répondu aux critiques formulées contre son administration et a déclaré que le cabinet maintiendrait intégralement le texte soumis aux délibérations de la Chambre. Les bureaux se sont réunis ensuite pour examiner les propositions relatives aux travaux publics et aux chemins de fer du département. On annonce que plusieurs conseillers généraux se rendront demain à la préfecture afin d'y présenter les vœux adoptés dans la dernière session. (500, 21, 588, 121)
subhead-seance: Séance du 1er juin (49, 39, 79, 43)
column-6 (500, 21, 588, 868)
article-text: Le gouvernement a fait connaître hier au conseil les résolutions adoptées par la commission, et la discussion s'est ouverte aussitôt sur les articles du projet. M. le président a donné lecture des pièces déposées sur le bureau, puis la parole a été accordée aux orateurs inscrits. Après un long échange d'observations entre les membres de la majorité et ceux de l'opposition, la séance a été suspendue pendant quelques instants. À la reprise, le ministre a répondu aux critiques formulées contre son administration et a déclaré que le cabinet maintiendrait intégralement le texte soumis aux délibérations de la Chambre. Les bureaux se sont réunis ensuite pour examiner les propositions relatives aux travaux publics et aux chemins de fer du département. On annonce que plusieurs conseillers généraux se rendront demain à la préfecture afin d'y présenter les vœux adoptés dans la dernière session. Le gouvernement a fait connaître hier au conseil les résolutions adoptées par la commission, et la discussion s'est ouverte aussitôt sur les articles du projet. M. le président a donné lecture des pièces déposées sur le bureau, puis la parole a été accordée aux orateurs inscrits. Après un long échange d'observations entre les membres de la majorité et ceux de l'opposition, la séance a été suspendue pendant quelques instants. À la reprise, le ministre a répondu aux critiques formulées contre son administration et a déclaré que le cabinet maintiendrait intégralement le texte soumis aux délibérations de la Chambre. Les bureaux se sont réunis ensuite pour examiner les propositions relatives aux travaux publics et aux chemins de fer du département. On annonce que plusieurs conseillers généraux se rendront demain à la préfecture afin d'y présenter les vœux adoptés dans la dernière session. (308, 21, 396, 121)
column-rule (304, 22, 305, 800)
article-text: Le gouvernement a fait connaître hier au conseil les résolutions adoptées par la commission, et la discussion s'est ouverte aussitôt sur les articles du projet. M. le président a donné lecture des pièces déposées sur le bureau, puis la parole a été accordée aux orateurs inscrits. Après un long échange d'observations entre les membres de la majorité et ceux de l'opposition, la séance a été suspendue pendant quelques instants. À la reprise, le ministre a répondu aux critiques formulées contre son administration et a déclaré que le cabinet maintiendrait intégralement le texte soumis aux délibérations de la Chambre. Les bureaux se sont réunis ensuite pour examiner les propositions relatives aux travaux publics et aux chemins de fer du département. On annonce que plusieurs conseillers généraux se rendront demain à la préfecture afin d'y présenter les vœux adoptés dans la dernière session. Le gouvernement a fait connaître hier au conseil les résolutions adoptées par la commission, et la discussion s'est ouverte aussitôt sur les articles du projet. M. le président a donné lecture des pièces déposées sur le bureau, puis la parole a été accordée aux orateurs inscrits. Après un long échange d'observations entre les membres de la majorité et ceux de l'opposition, la séance a été suspendue pendant quelques instants. À la reprise, le ministre a répondu aux critiques formulées contre son administration et a déclaré que le cabinet maintiendrait intégralement le texte soumis aux délibérations de la Chambre. Les bureaux se sont réunis ensuite pour examiner les propositions relatives aux travaux publics et aux chemins de fer du département. On annonce que plusieurs conseillers généraux se rendront demain à la préfecture afin d'y présenter les vœux adoptés dans la dernière session. (308, 630, 396, 731)
headline-dernieres-depeches: Voir nos dernières Dépêches À LA 3e PAGE (216, 784, 296, 796)
newspaper-page (12, 4, 592, 1010)
headline-vexations-allemandes: Vexations allemandes (238, 560, 274, 566)
article-text: Le gouvernement a fait connaître hier au conseil les résolutions adoptées par la commission, et la discussion s'est ouverte aussitôt sur les articles du projet. M. le président a donné lecture des pièces déposées sur le bureau, puis la parole a été accordée aux orateurs inscrits. Après un long échange d'observations entre les membres de la majorité et ceux de l'opposition, la séance a été suspendue pendant quelques instants. À la reprise, le ministre a répondu aux critiques formulées contre son administration et a déclaré que le cabinet maintiendrait intégralement le texte soumis aux délibérations de la Chambre. Les bureaux se sont réunis ensuite pour examiner les propositions relatives aux travaux publics et aux chemins de fer du département. On annonce que plusieurs conseillers généraux se rendront demain à la préfecture afin d'y présenter les vœux adoptés dans la dernière session. Le gouvernement a fait connaître hier au conseil les résolutions adoptées par la commission, et la discussion s'est ouverte aussitôt sur les articles du projet. M. le président a donné lecture des pièces déposées sur le bureau, puis la parole a été accordée aux orateurs inscrits. Après un long échange d'observations entre les membres de la majorité et ceux de l'opposition, la séance a été suspendue pendant quelques instants. À la reprise, le ministre a répondu aux critiques formulées contre son administration et a déclaré que le cabinet maintiendrait intégralement le texte soumis aux délibérations de la Chambre. Les bureaux se sont réunis ensuite pour examiner les propositions relatives aux travaux publics et aux chemins de fer du département. On annonce que plusieurs conseillers généraux se rendront demain à la préfecture afin d'y présenter les vœux adoptés dans la dernière session. (212, 810, 300, 910)
article-text: Le gouvernement a fait connaître hier au conseil les résolutions adoptées par la commission, et la discussion s'est ouverte aussitôt sur les articles du projet. M. le président a donné lecture des pièces déposées sur le bureau, puis la parole a été accordée aux orateurs inscrits. Après un long échange d'observations entre les membres de la majorité et ceux de l'opposition, la séance a été suspendue pendant quelques instants. À la reprise, le ministre a répondu aux critiques formulées contre son administration et a déclaré que le cabinet maintiendrait intégralement le texte soumis aux délibérations de la Chambre. Les bureaux se sont réunis ensuite pour examiner les propositions relatives aux travaux publics et aux chemins de fer du département. On annonce que plusieurs conseillers généraux se rendront demain à la préfecture afin d'y présenter les vœux adoptés dans la dernière session. Le gouvernement a fait connaître hier au conseil les résolutions adoptées par la commission, et la discussion s'est ouverte aussitôt sur les articles du projet. M. le président a donné lecture des pièces déposées sur le bureau, puis la parole a été accordée aux orateurs inscrits. Après un long échange d'observations entre les membres de la majorité et ceux de l'opposition, la séance a été suspendue pendant quelques instants. À la reprise, le ministre a répondu aux critiques formulées contre son administration et a déclaré que le cabinet maintiendrait intégralement le texte soumis aux délibérations de la Chambre. Les bureaux se sont réunis ensuite pour examiner les propositions relatives aux travaux publics et aux chemins de fer du département. On annonce que plusieurs conseillers généraux se rendront demain à la préfecture afin d'y présenter les vœux adoptés dans la dernière session. (500, 220, 588, 321)
headline-mouvement-republicain: Mouvement républicain en Espagne (226, 669, 286, 675)
column-rule (112, 22, 113, 800)
article-text: Le gouvernement a fait connaître hier au conseil les résolutions adoptées par la commission, et la discussion s'est ouverte aussitôt sur les articles du projet. M. le président a donné lecture des pièces déposées sur le bureau, puis la parole a été accordée aux orateurs inscrits. Après un long échange d'observations entre les membres de la majorité et ceux de l'opposition, la séance a été suspendue pendant quelques instants. À la reprise, le ministre a répondu aux critiques formulées contre son administration et a déclaré que le cabinet maintiendrait intégralement le texte soumis aux délibérations de la Chambre. Les bureaux se sont réunis ensuite pour examiner les propositions relatives aux travaux publics et aux chemins de fer du département. On annonce que plusieurs conseillers généraux se rendront demain à la préfecture afin d'y présenter les vœux adoptés dans la dernière session. Le gouvernement a fait connaître hier au conseil les résolutions adoptées par la commission, et la discussion s'est ouverte aussitôt sur les articles du projet. M. le président a donné lecture des pièces déposées sur le bureau, puis la parole a été accordée aux orateurs inscrits. Après un long échange d'observations entre les membres de la majorité et ceux de l'opposition, la séance a été suspendue pendant quelques instants. À la reprise, le ministre a répondu aux critiques formulées contre son administration et a déclaré que le cabinet maintiendrait intégralement le texte soumis aux délibérations de la Chambre. Les bureaux se sont réunis ensuite pour examiner les propositions relatives aux travaux publics et aux chemins de fer du département. On annonce que plusieurs conseillers généraux se rendront demain à la préfecture afin d'y présenter les vœux adoptés dans la dernière session. (500, 668, 588, 769)
article-text: Le gouvernement a fait connaître hier au conseil les résolutions adoptées par la commission, et la discussion s'est ouverte aussitôt sur les articles du projet. M. le président a donné lecture des pièces déposées sur le bureau, puis la parole a été accordée aux orateurs inscrits. Après un long échange d'observations entre les membres de la majorité et ceux de l'opposition, la séance a été suspendue pendant quelques instants. À la reprise, le ministre a répondu aux critiques formulées contre son administration et a déclaré que le cabinet maintiendrait intégralement le texte soumis aux délibérations de la Chambre. Les bureaux se sont réunis ensuite pour examiner les propositions relatives aux travaux publics et aux chemins de fer du département. On annonce que plusieurs conseillers généraux se rendront demain à la préfecture afin d'y présenter les vœux adoptés dans la dernière session. Le gouvernement a fait connaître hier au conseil les résolutions adoptées par la commission, et la discussion s'est ouverte aussitôt sur les articles du projet. M. le président a donné lecture des pièces déposées sur le bureau, puis la parole a été accordée aux orateurs inscrits. Après un long échange d'observations entre les membres de la majorité et ceux de l'opposition, la séance a été suspendue pendant quelques instants. À la reprise, le ministre a répondu aux critiques formulées contre son administration et a déclaré que le cabinet maintiendrait intégralement le texte soumis aux délibérations de la Chambre. Les bureaux se sont réunis ensuite pour examiner les propositions relatives aux travaux publics et aux chemins de fer du département. On annonce que plusieurs conseillers généraux se rendront demain à la préfecture afin d'y présenter les vœux adoptés dans la dernière session. (308, 740, 396, 840)
article-text: Le gouvernement a fait connaître hier au conseil les résolutions adoptées par la commission, et la discussion s'est ouverte aussitôt sur les articles du projet. M. le président a donné lecture des pièces déposées sur le bureau, puis la parole a été accordée aux orateurs inscrits. Après un long échange d'observations entre les membres de la majorité et ceux de l'opposition, la séance a été suspendue pendant quelques instants. À la reprise, le ministre a répondu aux critiques formulées contre son administration et a déclaré que le cabinet maintiendrait intégralement le texte soumis aux délibérations de la Chambre. Les bureaux se sont réunis ensuite pour examiner les propositions relatives aux travaux publics et aux chemins de fer du département. On annonce que plusieurs conseillers généraux se rendront demain à la préfecture afin d'y présenter les vœux adoptés dans la dernière session. Le gouvernement a fait connaître hier au conseil les résolutions adoptées par la commission, et la discussion s'est ouverte aussitôt sur les articles du projet. M. le président a donné lecture des pièces déposées sur le bureau, puis la parole a été accordée aux orateurs inscrits. Après un long échange d'observations entre les membres de la majorité et ceux de l'opposition, la séance a été suspendue pendant quelques instants. À la reprise, le ministre a répondu aux critiques formulées contre son administration et a déclaré que le cabinet maintiendrait intégralement le texte soumis aux délibérations de la Chambre. Les bureaux se sont réunis ensuite pour examiner les propositions relatives aux travaux publics et aux chemins de fer du département. On annonce que plusieurs conseillers généraux se rendront demain à la préfecture afin d'y présenter les vœux adoptés dans la dernière session. (308, 530, 396, 631)
article-text: Le gouvernement a fait connaître hier au conseil les résolutions adoptées par la commission, et la discussion s'est ouverte aussitôt sur les articles du projet. M. le président a donné lecture des pièces déposées sur le bureau, puis la parole a été accordée aux orateurs inscrits. Après un long échange d'observations entre les membres de la majorité et ceux de l'opposition, la séance a été suspendue pendant quelques instants. À la reprise, le ministre a répondu aux critiques formulées contre son administration et a déclaré que le cabinet maintiendrait intégralement le texte soumis aux délibérations de la Chambre. Les bureaux se sont réunis ensuite pour examiner les propositions relatives aux travaux publics et aux chemins de fer du département. On annonce que plusieurs conseillers généraux se rendront demain à la préfecture afin d'y présenter les vœux adoptés dans la dernière session. Le gouvernement a fait connaître hier au conseil les résolutions adoptées par la commission, et la discussion s'est ouverte aussitôt sur les articles du projet. M. le président a donné lecture des pièces déposées sur le bureau, puis la parole a été accordée aux orateurs inscrits. Après un long échange d'observations entre les membres de la majorité et ceux de l'opposition, la séance a été suspendue pendant quelques instants. À la reprise, le ministre a répondu aux critiques formulées contre son administration et a déclaré que le cabinet maintiendrait intégralement le texte soumis aux délibérations de la Chambre. Les bureaux se sont réunis ensuite pour examiner les propositions relatives aux travaux publics et aux chemins de fer du département. On annonce que plusieurs conseillers généraux se rendront demain à la préfecture afin d'y présenter les vœux adoptés dans la dernière session. (20, 153, 108, 254)
subhead-service: Par le service de la Tribune (139, 364, 181, 369)
article-text: Le gouvernement a fait connaître hier au conseil les résolutions adoptées par la commission, et la discussion s'est ouverte aussitôt sur les articles du projet. M. le président a donné lecture des pièces déposées sur le bureau, puis la parole a été accordée aux orateurs inscrits. Après un long échange d'observations entre les membres de la majorité et ceux de l'opposition, la séance a été suspendue pendant quelques instants. À la reprise, le ministre a répondu aux critiques formulées contre son administration et a déclaré que le cabinet maintiendrait intégralement le texte soumis aux délibérations de la Chambre. Les bureaux se sont réunis ensuite pour examiner les propositions relatives aux travaux publics et aux chemins de fer du département. On annonce que plusieurs conseillers généraux se rendront demain à la préfecture afin d'y présenter les vœux adoptés dans la dernière session. Le gouvernement a fait connaître hier au conseil les résolutions adoptées par la commission, et la discussion s'est ouverte aussitôt sur les articles du projet. M. le président a donné lecture des pièces déposées sur le bureau, puis la parole a été accordée aux orateurs inscrits. Après un long échange d'observations entre les membres de la majorité et ceux de l'opposition, la séance a été suspendue pendant quelques instants. À la reprise, le ministre a répondu aux critiques formulées contre son administration et a déclaré que le cabinet maintiendrait intégralement le texte soumis aux délibérations de la Chambre. Les bureaux se sont réunis ensuite pour examiner les propositions relatives aux travaux publics et aux chemins de fer du département. On annonce que plusieurs conseillers généraux se rendront demain à la préfecture afin d'y présenter les vœux adoptés dans la dernière session. (500, 438, 588, 539)
headline-exposition: L'Exposition Universelle (37, 146, 91, 152)
article-text: Le gouvernement a fait connaître hier au conseil les résolutions adoptées par la commission, et la discussion s'est ouverte aussitôt sur les articles du projet. M. le président a donné lecture des pièces déposées sur le bureau, puis la parole a été accordée aux orateurs inscrits. Après un long échange d'observations entre les membres de la majorité et ceux de l'opposition, la séance a été suspendue pendant quelques instants. À la reprise, le ministre a répondu aux critiques formulées contre son administration et a déclaré que le cabinet maintiendrait intégralement le texte soumis aux délibérations de la Chambre. Les bureaux se sont réunis ensuite pour examiner les propositions relatives aux travaux publics et aux chemins de fer du département. On annonce que plusieurs conseillers généraux se rendront demain à la préfecture afin d'y présenter les vœux adoptés dans la dernière session. Le gouvernement a fait connaître hier au conseil les résolutions adoptées par la commission, et la discussion s'est ouverte aussitôt sur les articles du projet. M. le président a donné lecture des pièces déposées sur le bureau, puis la parole a été accordée aux orateurs inscrits. Après un long échange d'observations entre les membres de la majorité et ceux de l'opposition, la séance a été suspendue pendant quelques instants. À la reprise, le ministre a répondu aux critiques formulées contre son administration et a déclaré que le cabinet maintiendrait intégralement le texte soumis aux délibérations de la Chambre. Les bureaux se sont réunis ensuite pour examiner les propositions relatives aux travaux publics et aux chemins de fer du département. On annonce que plusieurs conseillers généraux se rendront demain à la préfecture afin d'y présenter les vœux adoptés dans la dernière session. (116, 245, 204, 346)
headline-desinfection: DÉSINFECTION (432, 323, 464, 329)
article-text: Le gouvernement a fait connaître hier au conseil les résolutions adoptées par la commission, et la discussion s'est ouverte aussitôt sur les articles du projet. M. le président a donné lecture des pièces déposées sur le bureau, puis la parole a été accordée aux orateurs inscrits. Après un long échange d'observations entre les membres de la majorité et ceux de l'opposition, la séance a été suspendue pendant quelques instants. À la reprise, le ministre a répondu aux critiques formulées contre son administration et a déclaré que le cabinet maintiendrait intégralement le texte soumis aux délibérations de la Chambre. Les bureaux se sont réunis ensuite pour examiner les propositions relatives aux travaux publics et aux chemins de fer du département. On annonce que plusieurs conseillers généraux se rendront demain à la préfecture afin d'y présenter les vœux adoptés dans la dernière session. Le gouvernement a fait connaître hier au conseil les résolutions adoptées par la commission, et la discussion s'est ouverte aussitôt sur les articles du projet. M. le président a donné lecture des pièces déposées sur le bureau, puis la parole a été accordée aux orateurs inscrits. Après un long échange d'observations entre les membres de la majorité et ceux de l'opposition, la séance a été suspendue pendant quelques instants. À la reprise, le ministre a répondu aux critiques formulées contre son administration et a déclaré que le cabinet maintiendrait intégralement le texte soumis aux délibérations de la Chambre. Les bureaux se sont réunis ensuite pour examiner les propositions relatives aux travaux publics et aux chemins de fer du département. On annonce que plusieurs conseillers généraux se rendront demain à la préfecture afin d'y présenter les vœux adoptés dans la dernière session. (20, 675, 108, 776)
article-text: Le gouvernement a fait connaître hier au conseil les résolutions adoptées par la commission, et la discussion s'est ouverte aussitôt sur les articles du projet. M. le président a donné lecture des pièces déposées sur le bureau, puis la parole a été accordée aux orateurs inscrits. Après un long échange d'observations entre les membres de la majorité et ceux de l'opposition, la séance a été suspendue pendant quelques instants. À la reprise, le ministre a répondu aux critiques formulées contre son administration et a déclaré que le cabinet maintiendrait intégralement le texte soumis aux délibérations de la Chambre. Les bureaux se sont réunis ensuite pour examiner les propositions relatives aux travaux publics et aux chemins de fer du département. On annonce que plusieurs conseillers généraux se rendront demain à la préfecture afin d'y présenter les vœux adoptés dans la dernière session. Le gouvernement a fait connaître hier au conseil les résolutions adoptées par la commission, et la discussion s'est ouverte aussitôt sur les articles du projet. M. le président a donné lecture des pièces déposées sur le bureau, puis la parole a été accordée aux orateurs inscrits. Après un long échange d'observations entre les membres de la majorité et ceux de l'opposition, la séance a été suspendue pendant quelques instants. À la reprise, le ministre a répondu aux critiques formulées contre son administration et a déclaré que le cabinet maintiendrait intégralement le texte soumis aux délibérations de la Chambre. Les bureaux se sont réunis ensuite pour examiner les propositions relatives aux travaux publics et aux chemins de fer du département. On annonce que plusieurs conseillers généraux se rendront demain à la préfecture afin d'y présenter les vœux adoptés dans la dernière session. (308, 320, 396, 421)
headline-box (500, 542, 588, 558)
article-text: Le gouvernement a fait connaître hier au conseil les résolutions adoptées par la commission, et la discussion s'est ouverte aussitôt sur les articles du projet. M. le président a donné lecture des pièces déposées sur le bureau, puis la parole a été accordée aux orateurs inscrits. Après un long échange d'observations entre les membres de la majorité et ceux de l'opposition, la séance a été suspendue pendant quelques instants. À la reprise, le ministre a répondu aux critiques formulées contre son administration et a déclaré que le cabinet maintiendrait intégralement le texte soumis aux délibérations de la Chambre. Les bureaux se sont réunis ensuite pour examiner les propositions relatives aux travaux publics et aux chemins de fer du département. On annonce que plusieurs conseillers généraux se rendront demain à la préfecture afin d'y présenter les vœux adoptés dans la dernière session. Le gouvernement a fait connaître hier au conseil les résolutions adoptées par la commission, et la discussion s'est ouverte aussitôt sur les articles du projet. M. le président a donné lecture des pièces déposées sur le bureau, puis la parole a été accordée aux orateurs inscrits. Après un long échange d'observations entre les membres de la majorité et ceux de l'opposition, la séance a été suspendue pendant quelques instants. À la reprise, le ministre a répondu aux critiques formulées contre son administration et a déclaré que le cabinet maintiendrait intégralement le texte soumis aux délibérations de la Chambre. Les bureaux se sont réunis ensuite pour examiner les propositions relatives aux travaux publics et aux chemins de fer du département. On annonce que plusieurs conseillers généraux se rendront demain à la préfecture afin d'y présenter les vœux adoptés dans la dernière session. (212, 675, 300, 776)
column-3 (212, 21, 300, 1010)
article-text: Le gouvernement a fait connaître hier au conseil les résolutions adoptées par la commission, et la discussion s'est ouverte aussitôt sur les articles du projet. M. le président a donné lecture des pièces déposées sur le bureau, puis la parole a été accordée aux orateurs inscrits. Après un long échange d'observations entre les membres de la majorité et ceux de l'opposition, la séance a été suspendue pendant quelques instants. À la reprise, le ministre a répondu aux critiques formulées contre son administration et a déclaré que le cabinet maintiendrait intégralement le texte soumis aux délibérations de la Chambre. Les bureaux se sont réunis ensuite pour examiner les propositions relatives aux travaux publics et aux chemins de fer du département. On annonce que plusieurs conseillers généraux se rendront demain à la préfecture afin d'y présenter les vœux adoptés dans la dernière session. Le gouvernement a fait connaître hier au conseil les résolutions adoptées par la commission, et la discussion s'est ouverte aussitôt sur les articles du projet. M. le président a donné lecture des pièces déposées sur le bureau, puis la parole a été accordée aux orateurs inscrits. Après un long échange d'observations entre les membres de la majorité et ceux de l'opposition, la séance a été suspendue pendant quelques instants. À la reprise, le ministre a répondu aux critiques formulées contre son administration et a déclaré que le cabinet maintiendrait intégralement le texte soumis aux délibérations de la Chambre. Les bureaux se sont réunis ensuite pour examiner les propositions relatives aux travaux publics et aux chemins de fer du département. On annonce que plusieurs conseillers généraux se rendront demain à la préfecture afin d'y présenter les vœux adoptés dans la dernière session. (404, 551, 492, 652)
article-text: Le gouvernement a fait connaître hier au conseil les résolutions adoptées par la commission, et la discussion s'est ouverte aussitôt sur les articles du projet. M. le président a donné lecture des pièces déposées sur le bureau, puis la parole a été accordée aux orateurs inscrits. Après un long échange d'observations entre les membres de la majorité et ceux de l'opposition, la séance a été suspendue pendant quelques instants. À la reprise, le ministre a répondu aux critiques formulées contre son administration et a déclaré que le cabinet maintiendrait intégralement le texte soumis aux délibérations de la Chambre. Les bureaux se sont réunis ensuite pour examiner les propositions relatives aux travaux publics et aux chemins de fer du département. On annonce que plusieurs conseillers généraux se rendront demain à la préfecture afin d'y présenter les vœux adoptés dans la dernière session. Le gouvernement a fait connaître hier au conseil les résolutions adoptées par la commission, et la discussion s'est ouverte aussitôt sur les articles du projet. M. le président a donné lecture des pièces déposées sur le bureau, puis la parole a été accordée aux orateurs inscrits. Après un long échange d'observations entre les membres de la majorité et ceux de l'opposition, la séance a été suspendue pendant quelques instants. À la reprise, le ministre a répondu aux critiques formulées contre son administration et a déclaré que le cabinet maintiendrait intégralement le texte soumis aux délibérations de la Chambre. Les bureaux se sont réunis ensuite pour examiner les propositions relatives aux travaux publics et aux chemins de fer du département. On annonce que plusieurs conseillers généraux se rendront demain à la préfecture afin d'y présenter les vœux adoptés dans la dernière session. (20, 466, 108, 567)
article-text: Le gouvernement a fait connaître hier au conseil les résolutions adoptées par la commission, et la discussion s'est ouverte aussitôt sur les articles du projet. M. le président a donné lecture des pièces déposées sur le bureau, puis la parole a été accordée aux orateurs inscrits. Après un long échange d'observations entre les membres de la majorité et ceux de l'opposition, la séance a été suspendue pendant quelques instants. À la reprise, le ministre a répondu aux critiques formulées contre son administration et a déclaré que le cabinet maintiendrait intégralement le texte soumis aux délibérations de la Chambre. Les bureaux se sont réunis ensuite pour examiner les propositions relatives aux travaux publics et aux chemins de fer du département. On annonce que plusieurs conseillers généraux se rendront demain à la préfecture afin d'y présenter les vœux adoptés dans la dernière session. Le gouvernement a fait connaître hier au conseil les résolutions adoptées par la commission, et la discussion s'est ouverte aussitôt sur les articles du projet. M. le président a donné lecture des pièces déposées sur le bureau, puis la parole a été accordée aux orateurs inscrits. Après un long échange d'observations entre les membres de la majorité et ceux de l'opposition, la séance a été suspendue pendant quelques instants. À la reprise, le ministre a répondu aux critiques formulées contre son administration et a déclaré que le cabinet maintiendrait intégralement le texte soumis aux délibérations de la Chambre. Les bureaux se sont réunis ensuite pour examiner les propositions relatives aux travaux publics et aux chemins de fer du département. On annonce que plusieurs conseillers généraux se rendront demain à la préfecture afin d'y présenter les vœux adoptés dans la dernière session. (116, 478, 204, 579)
masthead (12, 4, 592, 21)
article-text: Le gouvernement a fait connaître hier au conseil les résolutions adoptées par la commission, et la discussion s'est ouverte aussitôt sur les articles du projet. M. le président a donné lecture des pièces déposées sur le bureau, puis la parole a été accordée aux orateurs inscrits. Après un long échange d'observations entre les membres de la majorité et ceux de l'opposition, la séance a été suspendue pendant quelques instants. À la reprise, le ministre a répondu aux critiques formulées contre son administration et a déclaré que le cabinet maintiendrait intégralement le texte soumis aux délibérations de la Chambre. Les bureaux se sont réunis ensuite pour examiner les propositions relatives aux travaux publics et aux chemins de fer du département. On annonce que plusieurs conseillers généraux se rendront demain à la préfecture afin d'y présenter les vœux adoptés dans la dernière session. Le gouvernement a fait connaître hier au conseil les résolutions adoptées par la commission, et la discussion s'est ouverte aussitôt sur les articles du projet. M. le président a donné lecture des pièces déposées sur le bureau, puis la parole a été accordée aux orateurs inscrits. Après un long échange d'observations entre les membres de la majorité et ceux de l'opposition, la séance a été suspendue pendant quelques instants. À la reprise, le ministre a répondu aux critiques formulées contre son administration et a déclaré que le cabinet maintiendrait intégralement le texte soumis aux délibérations de la Chambre. Les bureaux se sont réunis ensuite pour examiner les propositions relatives aux travaux publics et aux chemins de fer du département. On annonce que plusieurs conseillers généraux se rendront demain à la préfecture afin d'y présenter les vœux adoptés dans la dernière session. (212, 566, 300, 667)
column-2 (116, 21, 204, 896)
article-text: Le gouvernement a fait connaître hier au conseil les résolutions adoptées par la commission, et la discussion s'est ouverte aussitôt sur les articles du projet. M. le président a donné lecture des pièces déposées sur le bureau, puis la parole a été accordée aux orateurs inscrits. Après un long échange d'observations entre les membres de la majorité et ceux de l'opposition, la séance a été suspendue pendant quelques instants. À la reprise, le ministre a répondu aux critiques formulées contre son administration et a déclaré que le cabinet maintiendrait intégralement le texte soumis aux délibérations de la Chambre. Les bureaux se sont réunis ensuite pour examiner les propositions relatives aux travaux publics et aux chemins de fer du département. On annonce que plusieurs conseillers généraux se rendront demain à la préfecture afin d'y présenter les vœux adoptés dans la dernière session. Le gouvernement a fait connaître hier au conseil les résolutions adoptées par la commission, et la discussion s'est ouverte aussitôt sur les articles du projet. M. le président a donné lecture des pièces déposées sur le bureau, puis la parole a été accordée aux orateurs inscrits. Après un long échange d'observations entre les membres de la majorité et ceux de l'opposition, la séance a été suspendue pendant quelques instants. À la reprise, le ministre a répondu aux critiques formulées contre son administration et a déclaré que le cabinet maintiendrait intégralement le texte soumis aux délibérations de la Chambre. Les bureaux se sont réunis ensuite pour examiner les propositions relatives aux travaux publics et aux chemins de fer du département. On annonce que plusieurs conseillers généraux se rendront demain à la préfecture afin d'y présenter les vœux adoptés dans la dernière session. (500, 338, 588, 439)
article-text: Le gouvernement a fait connaître hier au conseil les résolutions adoptées par la commission, et la discussion s'est ouverte aussitôt sur les articles du projet. M. le président a donné lecture des pièces déposées sur le bureau, puis la parole a été accordée aux orateurs inscrits. Après un long échange d'observations entre les membres de la majorité et ceux de l'opposition, la séance a été suspendue pendant quelques instants. À la reprise, le ministre a répondu aux critiques formulées contre son administration et a déclaré que le cabinet maintiendrait intégralement le texte soumis aux délibérations de la Chambre. Les bureaux se sont réunis ensuite pour examiner les propositions relatives aux travaux publics et aux chemins de fer du département. On annonce que plusieurs conseillers généraux se rendront demain à la préfecture afin d'y présenter les vœux adoptés dans la dernière session. Le gouvernement a fait connaître hier au conseil les résolutions adoptées par la commission, et la discussion s'est ouverte aussitôt sur les articles du projet. M. le président a donné lecture des pièces déposées sur le bureau, puis la parole a été accordée aux orateurs inscrits. Après un long échange d'observations entre les membres de la majorité et ceux de l'opposition, la séance a été suspendue pendant quelques instants. À la reprise, le ministre a répondu aux critiques formulées contre son administration et a déclaré que le cabinet maintiendrait intégralement le texte soumis aux délibérations de la Chambre. Les bureaux se sont réunis ensuite pour examiner les propositions relatives aux travaux publics et aux chemins de fer du département. On annonce que plusieurs conseillers généraux se rendront demain à la préfecture afin d'y présenter les vœux adoptés dans la dernière session. (500, 120, 588, 221)
article-text: Le gouvernement a fait connaître hier au conseil les résolutions adoptées par la commission, et la discussion s'est ouverte aussitôt sur les articles du projet. M. le président a donné lecture des pièces déposées sur le bureau, puis la parole a été accordée aux orateurs inscrits. Après un long échange d'observations entre les membres de la majorité et ceux de l'opposition, la séance a été suspendue pendant quelques instants. À la reprise, le ministre a répondu aux critiques formulées contre son administration et a déclaré que le cabinet maintiendrait intégralement le texte soumis aux délibérations de la Chambre. Les bureaux se sont réunis ensuite pour examiner les propositions relatives aux travaux publics et aux chemins de fer du département. On annonce que plusieurs conseillers généraux se rendront demain à la préfecture afin d'y présenter les vœux adoptés dans la dernière session. Le gouvernement a fait connaître hier au conseil les résolutions adoptées par la commission, et la discussion s'est ouverte aussitôt sur les articles du projet. M. le président a donné lecture des pièces déposées sur le bureau, puis la parole a été accordée aux orateurs inscrits. Après un long échange d'observations entre les membres de la majorité et ceux de l'opposition, la séance a été suspendue pendant quelques instants. À la reprise, le ministre a répondu aux critiques formulées contre son administration et a déclaré que le cabinet maintiendrait intégralement le texte soumis aux délibérations de la Chambre. Les bureaux se sont réunis ensuite pour examiner les propositions relatives aux travaux publics et aux chemins de fer du département. On annonce que plusieurs conseillers généraux se rendront demain à la préfecture afin d'y présenter les vœux adoptés dans la dernière session. (404, 220, 492, 321)
article-text: Le gouvernement a fait connaître hier au conseil les résolutions adoptées par la commission, et la discussion s'est ouverte aussitôt sur les articles du projet. M. le président a donné lecture des pièces déposées sur le bureau, puis la parole a été accordée aux orateurs inscrits. Après un long échange d'observations entre les membres de la majorité et ceux de l'opposition, la séance a été suspendue pendant quelques instants. À la reprise, le ministre a répondu aux critiques formulées contre son administration et a déclaré que le cabinet maintiendrait intégralement le texte soumis aux délibérations de la Chambre. Les bureaux se sont réunis ensuite pour examiner les propositions relatives aux travaux publics et aux chemins de fer du département. On annonce que plusieurs conseillers généraux se rendront demain à la préfecture afin d'y présenter les vœux adoptés dans la dernière session. Le gouvernement a fait connaître hier au conseil les résolutions adoptées par la commission, et la discussion s'est ouverte aussitôt sur les articles du projet. M. le président a donné lecture des pièces déposées sur le bureau, puis la parole a été accordée aux orateurs inscrits. Après un long échange d'observations entre les membres de la majorité et ceux de l'opposition, la séance a été suspendue pendant quelques instants. À la reprise, le ministre a répondu aux critiques formulées contre son administration et a déclaré que le cabinet maintiendrait intégralement le texte soumis aux délibérations de la Chambre. Les bureaux se sont réunis ensuite pour examiner les propositions relatives aux travaux publics et aux chemins de fer du département. On annonce que plusieurs conseillers généraux se rendront demain à la préfecture afin d'y présenter les vœux adoptés dans la dernière session. (20, 775, 108, 875)
headline-progressistes-belges: LES PROGRESSISTES BELGES (118, 126, 202, 145)
article-text: Le gouvernement a fait connaître hier au conseil les résolutions adoptées par la commission, et la discussion s'est ouverte aussitôt sur les articles du projet. M. le président a donné lecture des pièces déposées sur le bureau, puis la parole a été accordée aux orateurs inscrits. Après un long échange d'observations entre les membres de la majorité et ceux de l'opposition, la séance a été suspendue pendant quelques instants. À la reprise, le ministre a répondu aux critiques formulées contre son administration et a déclaré que le cabinet maintiendrait intégralement le texte soumis aux délibérations de la Chambre. Les bureaux se sont réunis ensuite pour examiner les propositions relatives aux travaux publics et aux chemins de fer du département. On annonce que plusieurs conseillers généraux se rendront demain à la préfecture afin d'y présenter les vœux adoptés dans la dernière session. Le gouvernement a fait connaître hier au conseil les résolutions adoptées par la commission, et la discussion s'est ouverte aussitôt sur les articles du projet. M. le président a donné lecture des pièces déposées sur le bureau, puis la parole a été accordée aux orateurs inscrits. Après un long échange d'observations entre les membres de la majorité et ceux de l'opposition, la séance a été suspendue pendant quelques instants. À la reprise, le ministre a répondu aux critiques formulées contre son administration et a déclaré que le cabinet maintiendrait intégralement le texte soumis aux délibérations de la Chambre. Les bureaux se sont réunis ensuite pour examiner les propositions relatives aux travaux publics et aux chemins de fer du département. On annonce que plusieurs conseillers généraux se rendront demain à la préfecture afin d'y présenter les vœux adoptés dans la dernière session. (404, 120, 492, 221)
column-1 (20, 22, 108, 875)
headline-informations: INFORMATIONS (32, 356, 96, 366)
article-text: Le gouvernement a fait connaître hier au conseil les résolutions adoptées par la commission, et la discussion s'est ouverte aussitôt sur les articles du projet. M. le président a donné lecture des pièces déposées sur le bureau, puis la parole a été accordée aux orateurs inscrits. Après un long échange d'observations entre les membres de la majorité et ceux de l'opposition, la séance a été suspendue pendant quelques instants. À la reprise, le ministre a répondu aux critiques formulées contre son administration et a déclaré que le cabinet maintiendrait intégralement le texte soumis aux délibérations de la Chambre. Les bureaux se sont réunis ensuite pour examiner les propositions relatives aux travaux publics et aux chemins de fer du département. On annonce que plusieurs conseillers généraux se rendront demain à la préfecture afin d'y présenter les vœux adoptés dans la dernière session. Le gouvernement a fait connaître hier au conseil les résolutions adoptées par la commission, et la discussion s'est ouverte aussitôt sur les articles du projet. M. le président a donné lecture des pièces déposées sur le bureau, puis la parole a été accordée aux orateurs inscrits. Après un long échange d'observations entre les membres de la majorité et ceux de l'opposition, la séance a été suspendue pendant quelques instants. À la reprise, le ministre a répondu aux critiques formulées contre son administration et a déclaré que le cabinet maintiendrait intégralement le texte soumis aux délibérations de la Chambre. Les bureaux se sont réunis ensuite pour examiner les propositions relatives aux travaux publics et aux chemins de fer du département. On annonce que plusieurs conseillers généraux se rendront demain à la préfecture afin d'y présenter les vœux adoptés dans la dernière session. (212, 129, 300, 230)
separator-heavy (120, 349, 200, 351)
